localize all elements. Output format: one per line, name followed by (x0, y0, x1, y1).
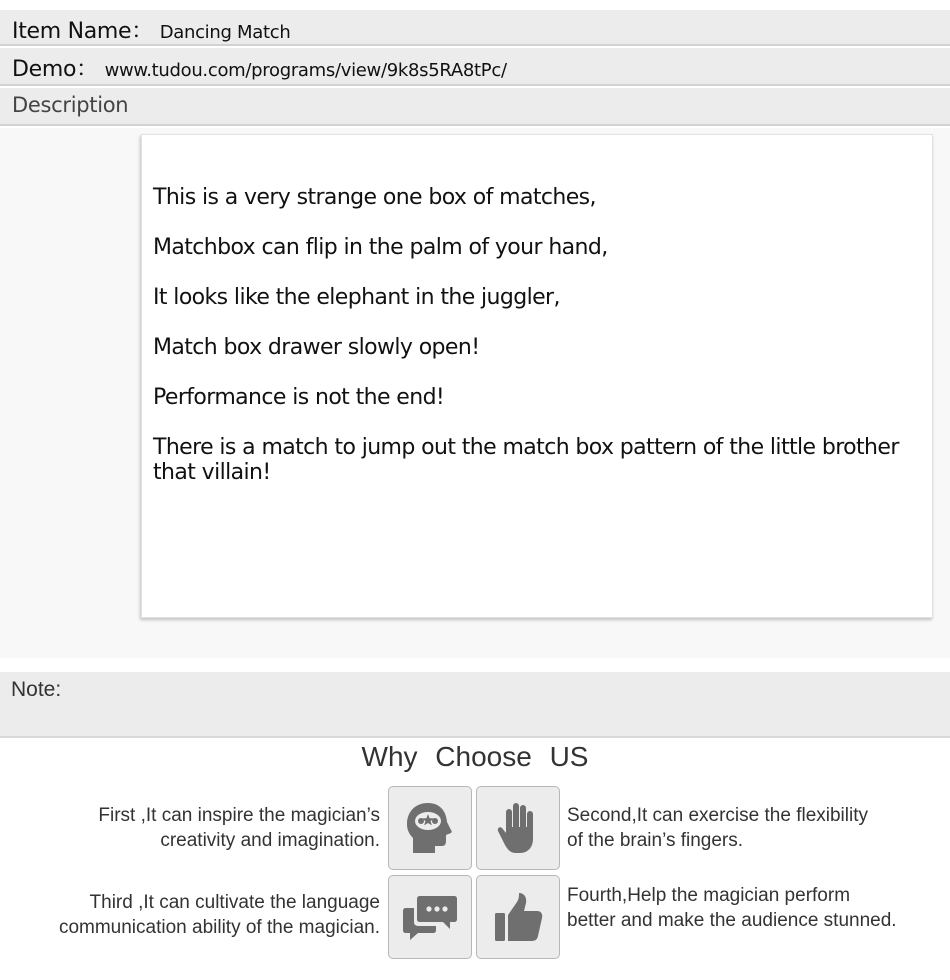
description-bar (0, 88, 950, 126)
thumbs-up-icon (493, 891, 543, 943)
demo-row (12, 52, 507, 83)
tile-hand (476, 786, 560, 870)
description-line: Match box drawer slowly open! (153, 335, 480, 360)
description-line: This is a very strange one box of matches, (153, 185, 596, 210)
description-line: It looks like the elephant in the juggler, (153, 285, 560, 310)
description-box (141, 134, 933, 618)
feature-second (567, 803, 868, 853)
tile-thumbs-up (476, 875, 560, 959)
description-text (153, 185, 923, 510)
demo-bar (0, 48, 950, 86)
tile-head (388, 786, 472, 870)
description-line: There is a match to jump out the match box pattern of the little brother that villain! (153, 435, 899, 485)
note-label: Note: (11, 678, 62, 701)
why-choose-us-title: Why Choose US (361, 741, 589, 772)
demo-link[interactable]: www.tudou.com/programs/view/9k8s5RA8tPc/ (104, 60, 507, 81)
description-line: Matchbox can flip in the palm of your hand, (153, 235, 608, 260)
feature-fourth (567, 883, 897, 933)
feature-third-line2: communication ability of the magician. (58, 917, 380, 938)
item-name-row (12, 14, 290, 45)
item-name-label: Item Name： (12, 19, 153, 44)
chat-bubbles-icon (402, 892, 458, 942)
feature-first (98, 803, 380, 853)
feature-fourth-line1: Fourth,Help the magician perform (567, 885, 851, 906)
demo-label: Demo： (12, 57, 98, 82)
feature-second-line2: of the brain’s fingers. (567, 830, 744, 851)
hand-icon (496, 801, 540, 855)
feature-third (59, 890, 380, 940)
feature-second-line1: Second,It can exercise the flexibility (567, 805, 868, 826)
item-name-value: Dancing Match (159, 22, 291, 43)
item-name-bar (0, 10, 950, 46)
feature-fourth-line2: better and make the audience stunned. (567, 910, 897, 931)
tile-chat (388, 875, 472, 959)
description-line: Performance is not the end! (153, 385, 445, 410)
feature-first-line2: creativity and imagination. (160, 830, 380, 851)
description-label: Description (12, 93, 129, 117)
note-bar (0, 672, 950, 738)
head-brain-icon (404, 800, 456, 856)
feature-first-line1: First ,It can inspire the magician’s (98, 805, 380, 826)
feature-third-line1: Third ,It can cultivate the language (89, 892, 380, 913)
